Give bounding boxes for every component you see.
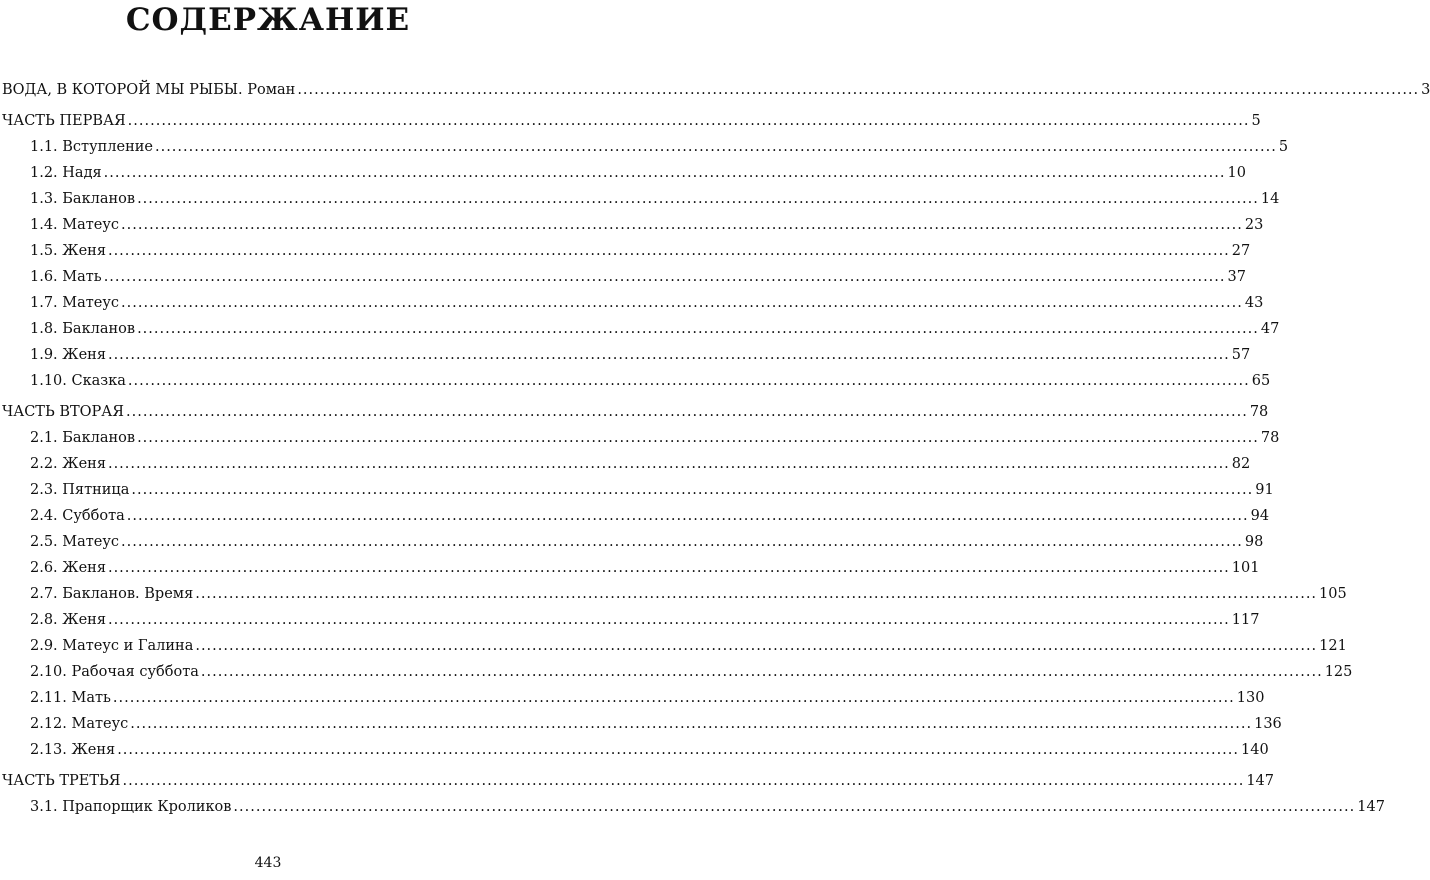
- toc-chapter-entry: [0, 243, 1251, 269]
- toc-entry-title: 2.10. Рабочая суббота: [30, 664, 199, 680]
- toc-entry-page: 3: [1421, 82, 1430, 98]
- toc-entry-page: 14: [1260, 191, 1280, 207]
- dot-leader: ........................................................................................................................................................................................................: [200, 664, 1323, 680]
- toc-entry-page: 125: [1324, 664, 1353, 680]
- dot-leader: ........................................................................................................................................................................................................: [137, 430, 1259, 446]
- toc-chapter-entry: [0, 716, 1282, 742]
- toc-entry-title: ЧАСТЬ ВТОРАЯ: [2, 404, 124, 420]
- toc-chapter-entry: [0, 373, 1271, 399]
- dot-leader: ........................................................................................................................................................................................................: [233, 799, 1356, 815]
- toc-entry-page: 37: [1227, 269, 1246, 285]
- toc-chapter-entry: [0, 638, 1347, 664]
- toc-entry-page: 117: [1231, 612, 1260, 628]
- toc-entry-title: ЧАСТЬ ТРЕТЬЯ: [2, 773, 121, 789]
- toc-chapter-entry: [0, 586, 1347, 612]
- toc-chapter-entry: [0, 799, 1385, 825]
- toc-entry-title: 1.10. Сказка: [30, 373, 126, 389]
- toc-entry-page: 10: [1227, 165, 1246, 181]
- toc-entry-page: 98: [1244, 534, 1264, 550]
- dot-leader: ........................................................................................................................................................................................................: [137, 321, 1259, 337]
- dot-leader: ........................................................................................................................................................................................................: [126, 508, 1249, 524]
- toc-entry-page: 147: [1357, 799, 1385, 815]
- toc-part-entry: [0, 113, 1261, 139]
- dot-leader: ........................................................................................................................................................................................................: [127, 373, 1250, 389]
- dot-leader: ........................................................................................................................................................................................................: [107, 560, 1230, 576]
- toc-entry-page: 136: [1254, 716, 1282, 732]
- toc-entry-page: 65: [1251, 373, 1271, 389]
- toc-entry-title: 2.3. Пятница: [30, 482, 130, 498]
- dot-leader: ........................................................................................................................................................................................................: [131, 482, 1254, 498]
- toc-entry-page: 23: [1244, 217, 1264, 233]
- toc-entry-title: 2.5. Матеус: [30, 534, 120, 550]
- toc-entry-page: 82: [1231, 456, 1251, 472]
- dot-leader: ........................................................................................................................................................................................................: [154, 139, 1277, 155]
- toc-chapter-entry: [0, 664, 1353, 690]
- toc-entry-title: 2.11. Мать: [30, 690, 111, 706]
- toc-chapter-entry: [0, 534, 1264, 560]
- toc-entry-page: 78: [1260, 430, 1280, 446]
- toc-entry-page: 5: [1251, 113, 1261, 129]
- toc-entry-page: 5: [1278, 139, 1289, 155]
- dot-leader: ........................................................................................................................................................................................................: [112, 690, 1235, 706]
- toc-entry-title: 2.4. Суббота: [30, 508, 125, 524]
- dot-leader: ........................................................................................................................................................................................................: [297, 82, 1420, 98]
- dot-leader: ........................................................................................................................................................................................................: [103, 269, 1226, 285]
- toc-entry-page: 27: [1231, 243, 1251, 259]
- toc-entry-page: 105: [1319, 586, 1347, 602]
- toc-chapter-entry: [0, 508, 1270, 534]
- page-title: СОДЕРЖАНИЕ: [125, 2, 411, 38]
- dot-leader: ........................................................................................................................................................................................................: [130, 716, 1253, 732]
- toc-entry-page: 91: [1255, 482, 1274, 498]
- dot-leader: ........................................................................................................................................................................................................: [121, 534, 1243, 550]
- toc-entry-page: 78: [1249, 404, 1269, 420]
- dot-leader: ........................................................................................................................................................................................................: [117, 742, 1240, 758]
- dot-leader: ........................................................................................................................................................................................................: [195, 638, 1318, 654]
- dot-leader: ........................................................................................................................................................................................................: [122, 773, 1245, 789]
- dot-leader: ........................................................................................................................................................................................................: [127, 113, 1250, 129]
- toc-entry-title: 2.9. Матеус и Галина: [30, 638, 194, 654]
- dot-leader: ........................................................................................................................................................................................................: [107, 612, 1230, 628]
- dot-leader: ........................................................................................................................................................................................................: [121, 217, 1243, 233]
- toc-entry-title: 1.9. Женя: [30, 347, 106, 363]
- toc-entry-page: 47: [1260, 321, 1280, 337]
- toc-chapter-entry: [0, 690, 1265, 716]
- toc-chapter-entry: [0, 269, 1246, 295]
- dot-leader: ........................................................................................................................................................................................................: [121, 295, 1243, 311]
- toc-entry-title: 1.5. Женя: [30, 243, 106, 259]
- toc-entry-title: 2.2. Женя: [30, 456, 106, 472]
- toc-entry-page: 94: [1250, 508, 1270, 524]
- toc-entry-page: 101: [1231, 560, 1260, 576]
- toc-entry-page: 130: [1236, 690, 1265, 706]
- toc-part-entry: [0, 773, 1275, 799]
- toc-entry-title: 2.12. Матеус: [30, 716, 129, 732]
- toc-chapter-entry: [0, 482, 1274, 508]
- toc-entry-page: 121: [1319, 638, 1347, 654]
- toc-entry-page: 57: [1231, 347, 1251, 363]
- dot-leader: ........................................................................................................................................................................................................: [103, 165, 1226, 181]
- toc-entry-title: ЧАСТЬ ПЕРВАЯ: [2, 113, 126, 129]
- table-of-contents: [0, 82, 1430, 825]
- toc-entry-title: 2.1. Бакланов: [30, 430, 136, 446]
- toc-entry-title: 1.3. Бакланов: [30, 191, 136, 207]
- toc-entry-title: 2.8. Женя: [30, 612, 106, 628]
- dot-leader: ........................................................................................................................................................................................................: [137, 191, 1259, 207]
- toc-chapter-entry: [0, 321, 1280, 347]
- toc-entry-page: 140: [1241, 742, 1269, 758]
- toc-entry-page: 147: [1246, 773, 1275, 789]
- dot-leader: ........................................................................................................................................................................................................: [107, 243, 1230, 259]
- dot-leader: ........................................................................................................................................................................................................: [107, 456, 1230, 472]
- toc-chapter-entry: [0, 742, 1269, 768]
- toc-chapter-entry: [0, 430, 1280, 456]
- toc-chapter-entry: [0, 295, 1264, 321]
- toc-part-entry: [0, 82, 1430, 108]
- toc-entry-title: 2.13. Женя: [30, 742, 116, 758]
- dot-leader: ........................................................................................................................................................................................................: [107, 347, 1230, 363]
- dot-leader: ........................................................................................................................................................................................................: [195, 586, 1318, 602]
- toc-chapter-entry: [0, 191, 1280, 217]
- toc-entry-title: 2.6. Женя: [30, 560, 106, 576]
- toc-entry-title: 1.1. Вступление: [30, 139, 153, 155]
- toc-chapter-entry: [0, 217, 1264, 243]
- toc-chapter-entry: [0, 560, 1260, 586]
- toc-entry-title: 2.7. Бакланов. Время: [30, 586, 194, 602]
- toc-entry-title: 1.2. Надя: [30, 165, 102, 181]
- toc-entry-page: 43: [1244, 295, 1264, 311]
- toc-entry-title: ВОДА, В КОТОРОЙ МЫ РЫБЫ. Роман: [2, 82, 296, 98]
- toc-chapter-entry: [0, 165, 1246, 191]
- toc-entry-title: 1.4. Матеус: [30, 217, 120, 233]
- toc-chapter-entry: [0, 347, 1251, 373]
- toc-entry-title: 1.6. Мать: [30, 269, 102, 285]
- toc-chapter-entry: [0, 612, 1260, 638]
- toc-entry-title: 1.8. Бакланов: [30, 321, 136, 337]
- toc-part-entry: [0, 404, 1269, 430]
- toc-chapter-entry: [0, 456, 1251, 482]
- toc-entry-title: 3.1. Прапорщик Кроликов: [30, 799, 232, 815]
- toc-chapter-entry: [0, 139, 1289, 165]
- page-number: 443: [254, 855, 282, 871]
- dot-leader: ........................................................................................................................................................................................................: [126, 404, 1248, 420]
- toc-entry-title: 1.7. Матеус: [30, 295, 120, 311]
